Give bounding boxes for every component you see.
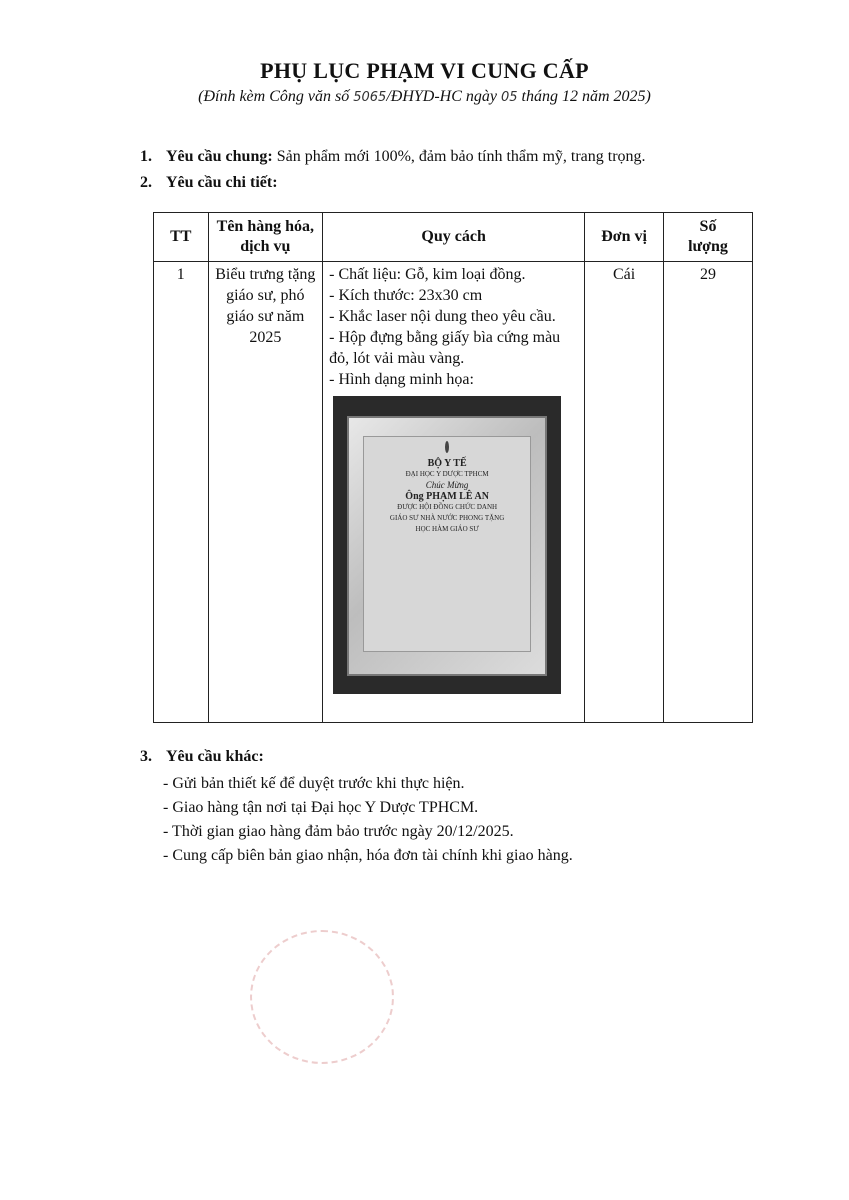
item-name-line: Biểu trưng tặng [215, 266, 316, 283]
table-header-row [154, 213, 753, 262]
document-subtitle [0, 88, 849, 106]
plaque-illustration-image [333, 396, 561, 694]
header-item-name [208, 213, 323, 262]
plaque-congrats: Chúc Mừng [425, 480, 469, 490]
cell-item-name [208, 262, 323, 723]
subtitle-mid: /ĐHYD-HC ngày [386, 88, 501, 105]
plaque-text-line: ĐƯỢC HỘI ĐỒNG CHỨC DANH [397, 503, 498, 511]
plaque-text-line: GIÁO SƯ NHÀ NƯỚC PHONG TẶNG [389, 514, 505, 522]
section-label: Yêu cầu chung: [166, 148, 273, 165]
header-qty-line2: lượng [688, 238, 728, 255]
section-number: 1. [140, 148, 152, 165]
plaque-text-line: HỌC HÀM GIÁO SƯ [415, 525, 479, 533]
header-tt: TT [154, 213, 209, 262]
section-label: Yêu cầu chi tiết: [166, 174, 278, 191]
section-label: Yêu cầu khác: [166, 748, 264, 765]
section-number: 2. [140, 174, 152, 191]
header-quantity [664, 213, 753, 262]
section-number: 3. [140, 748, 152, 765]
list-item: - Gửi bản thiết kế để duyệt trước khi thực hiện. [163, 775, 465, 792]
item-name-line: giáo sư, phó [226, 287, 305, 304]
spec-size: - Kích thước: 23x30 cm [329, 287, 483, 304]
document-title: PHỤ LỤC PHẠM VI CUNG CẤP [260, 58, 589, 83]
plaque-inner-panel [363, 436, 531, 652]
plaque-recipient: Ông PHẠM LÊ AN [405, 491, 489, 502]
item-name-line: giáo sư năm [226, 308, 305, 325]
spec-illustration-label: - Hình dạng minh họa: [329, 371, 474, 388]
header-unit: Đơn vị [585, 213, 664, 262]
other-requirements-list [163, 772, 573, 868]
list-item: - Cung cấp biên bản giao nhận, hóa đơn tài chính khi giao hàng. [163, 847, 573, 864]
subtitle-prefix: (Đính kèm Công văn số [198, 88, 354, 105]
header-spec: Quy cách [323, 213, 585, 262]
handwritten-day: 05 [500, 90, 518, 105]
spec-engraving: - Khắc laser nội dung theo yêu cầu. [329, 308, 556, 325]
spec-material: - Chất liệu: Gỗ, kim loại đồng. [329, 266, 526, 283]
header-qty-line1: Số [699, 218, 717, 235]
list-item: - Giao hàng tận nơi tại Đại học Y Dược TPHCM. [163, 799, 479, 816]
faded-seal-stamp [250, 930, 394, 1064]
spec-table [153, 212, 753, 723]
table-row [154, 262, 753, 723]
spec-box: - Hộp đựng bằng giấy bìa cứng màu đỏ, lót vải màu vàng. [329, 329, 561, 367]
section-detailed-requirements [140, 174, 278, 192]
university-logo-icon [445, 441, 449, 453]
plaque-university: ĐẠI HỌC Y DƯỢC TPHCM [405, 470, 489, 478]
cell-tt: 1 [154, 262, 209, 723]
list-item: - Thời gian giao hàng đảm bảo trước ngày 20/12/2025. [163, 823, 514, 840]
cell-unit: Cái [585, 262, 664, 723]
plaque-ministry: BỘ Y TẾ [427, 458, 467, 469]
section-other-requirements [140, 748, 264, 766]
item-name-line: 2025 [249, 329, 282, 346]
cell-spec [323, 262, 585, 723]
header-name-line1: Tên hàng hóa, [216, 218, 315, 235]
header-name-line2: dịch vụ [240, 238, 291, 255]
cell-quantity: 29 [664, 262, 753, 723]
section-general-requirements [140, 148, 646, 166]
subtitle-suffix: tháng 12 năm 2025) [517, 88, 651, 105]
handwritten-doc-number: 5065 [353, 90, 387, 105]
section-text: Sản phẩm mới 100%, đảm bảo tính thẩm mỹ, trang trọng. [272, 148, 646, 165]
